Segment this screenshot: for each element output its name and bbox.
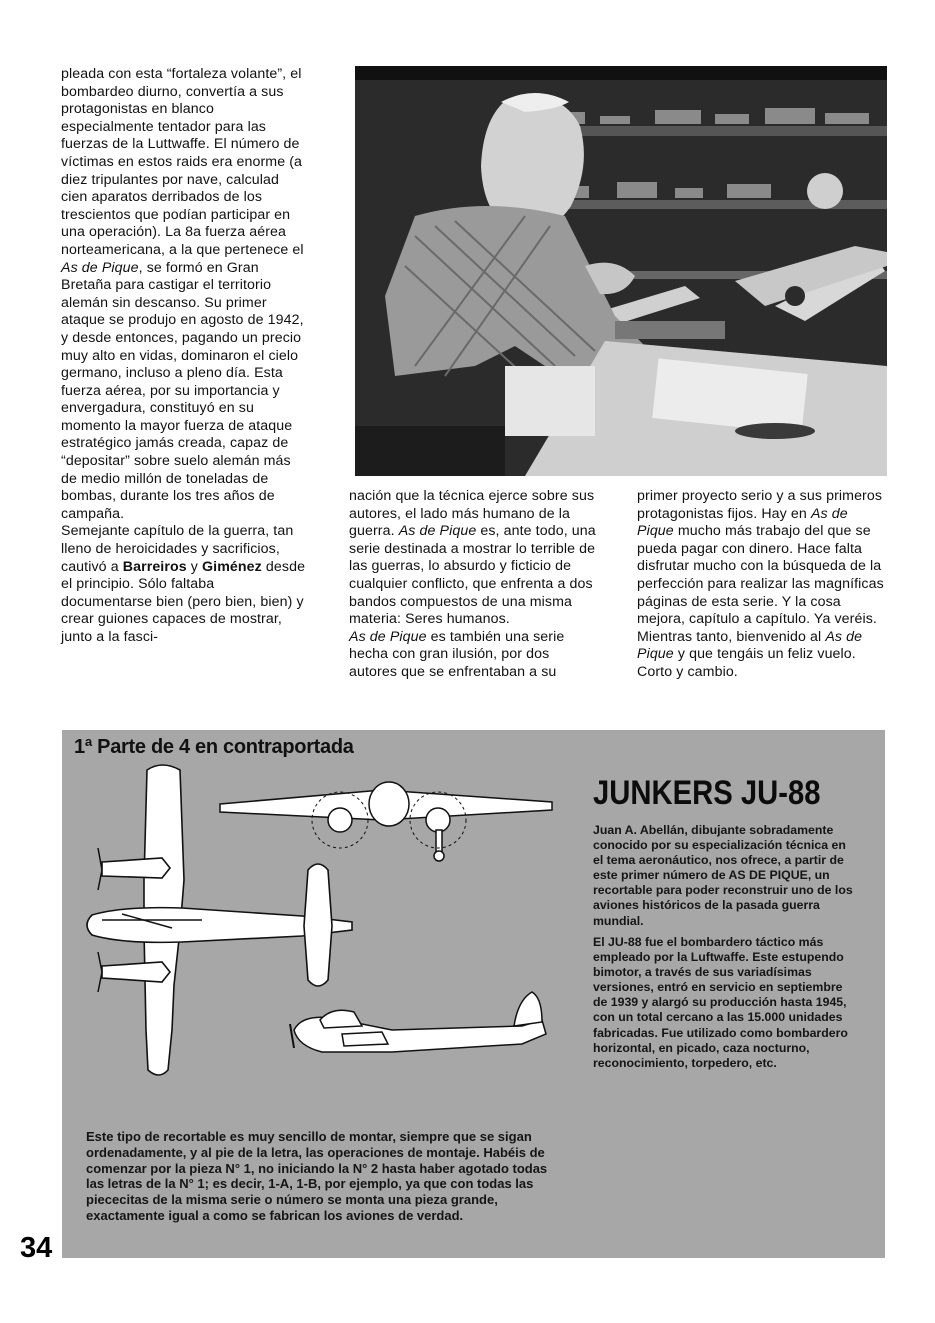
plan-view-tailplane [304,864,332,986]
text-run: y que tengáis un feliz vuelo. Corto y cambio. [637,646,856,680]
text-run: es también una serie hecha con gran ilusión, por dos autores que se enfrentaban a su [349,628,565,680]
author-name: Giménez [202,558,262,575]
plan-view-engine-bottom [102,962,170,982]
front-view-fuselage [369,782,409,826]
plan-view-engine-top [102,858,170,878]
column1-paragraph-1 [61,66,309,523]
side-view-canopy [320,1010,362,1028]
article-column-3 [637,488,887,682]
series-name: As de Pique [398,523,477,540]
panel-heading: 1ª Parte de 4 en contraportada [74,736,354,758]
panel-instructions-paragraph: Este tipo de recortable es muy sencillo de montar, siempre que se sigan ordenadamente, y al pie de la letra, las operaciones de montaje. Habéis de comenzar por la pieza N° 1, no iniciando la N° 2 hasta haber agotado todas las letras de la N° 1; es decir, 1-A, 1-B, por ejemplo, ya que con todas las piececitas de la misma serie o número se monta una pieza grande, exactamente igual a como se fabrican los aviones de verdad. [86,1129,548,1223]
side-view-engine [342,1032,388,1046]
propeller-bottom [98,952,102,992]
column3-paragraph-1 [637,488,887,682]
author-name: Barreiros [122,558,187,575]
illustrator-name: Juan A. Abellán [593,823,685,837]
artist-photo [355,66,887,476]
text-run: es, ante todo, una serie destinada a mostrar lo terrible de las guerras, lo absurdo y ficticio de cualquier conflicto, que enfrenta a dos bandos compuestos de una misma materia: Seres humanos. [349,523,596,628]
text-run: mucho más trabajo del que se pueda pagar con dinero. Hace falta disfrutar mucho con la búsqueda de la perfección para realizar las magníficas páginas de esta serie. Y la cosa mejora, capítulo a capítulo. Ya veréis. Mientras tanto, bienvenido al [637,523,884,645]
cutout-model-panel [62,730,885,1258]
column2-paragraph-1 [349,488,599,629]
column1-paragraph-2 [61,523,309,646]
article-column-2 [349,488,599,682]
series-name: AS DE PIQUE [728,868,808,883]
panel-history-paragraph: El JU-88 fue el bombardero táctico más empleado por la Luftwaffe. Este estupendo bimotor, a través de sus variadísimas versiones, entró en servicio en septiembre de 1939 y alargó su producción hasta 1945, con un total cercano a las 15.000 unidades fabricadas. Fue utilizado como bombardero horizontal, en picado, caza nocturno, reconocimiento, torpedero, etc. [593,935,848,1070]
text-run: primer proyecto serio y a sus primeros protagonistas fijos. Hay en [637,488,883,522]
page-number: 34 [20,1232,53,1264]
panel-intro [593,823,859,929]
photo-illustration [355,66,887,476]
text-run: y [186,558,203,575]
aircraft-three-view-drawings [62,730,582,1130]
aircraft-title: JUNKERS JU-88 [593,774,821,812]
text-run: , dibujante sobradamente conocido por su especialización técnica en el tema aeronáutico, nos ofrece, a partir de este primer número de [593,823,846,883]
front-view-engine-right [426,808,450,832]
series-name: As de Pique [61,259,139,276]
panel-intro-paragraph [593,823,859,929]
text-run: desde el principio. Sólo faltaba documentarse bien (pero bien, bien) y crear guiones capaces de mostrar, junto a la fasci- [61,558,306,645]
panel-history [593,935,859,1071]
text-run: nación que la técnica ejerce sobre sus autores, el lado más humano de la guerra. [349,488,595,540]
side-view-tailfin [514,992,542,1026]
panel-instructions [86,1129,561,1224]
article-column-1 [61,66,309,647]
column2-paragraph-2 [349,629,599,682]
text-run: , un recortable para poder reconstruir uno de los aviones históricos de la pasada guerra mundial. [593,868,853,928]
text-run: , se formó en Gran Bretaña para castigar el territorio alemán sin descanso. Su primer ataque se produjo en agosto de 1942, y desde entonces, pagando un precio muy alto en vidas, dominaron el cielo germano, incluso a pleno día. Esta fuerza aérea, por su importancia y envergadura, constituyó en su momento la mayor fuerza de ataque estratégico jamás creada, capaz de “depositar” sobre suelo alemán más de medio millón de toneladas de bombas, durante los tres años de campaña. [61,259,304,522]
propeller-top [98,848,102,890]
series-name: As de Pique [349,628,427,645]
series-name: As de Pique [637,505,848,540]
text-run: Semejante capítulo de la guerra, tan lleno de heroicidades y sacrificios, cautivó a [61,523,294,575]
text-run: pleada con esta “fortaleza volante”, el bombardeo diurno, convertía a sus protagonistas en blanco especialmente tentador para las fuerzas de la Luttwaffe. El número de víctimas en estos raids era enorme (a diez tripulantes por nave, calculad cien aparatos derribados de los trescientos que podían participar en una operación). La 8a fuerza aérea norteamericana, a la que pertenece el [61,66,304,258]
front-view-engine-left [328,808,352,832]
series-name: As de Pique [637,628,863,663]
